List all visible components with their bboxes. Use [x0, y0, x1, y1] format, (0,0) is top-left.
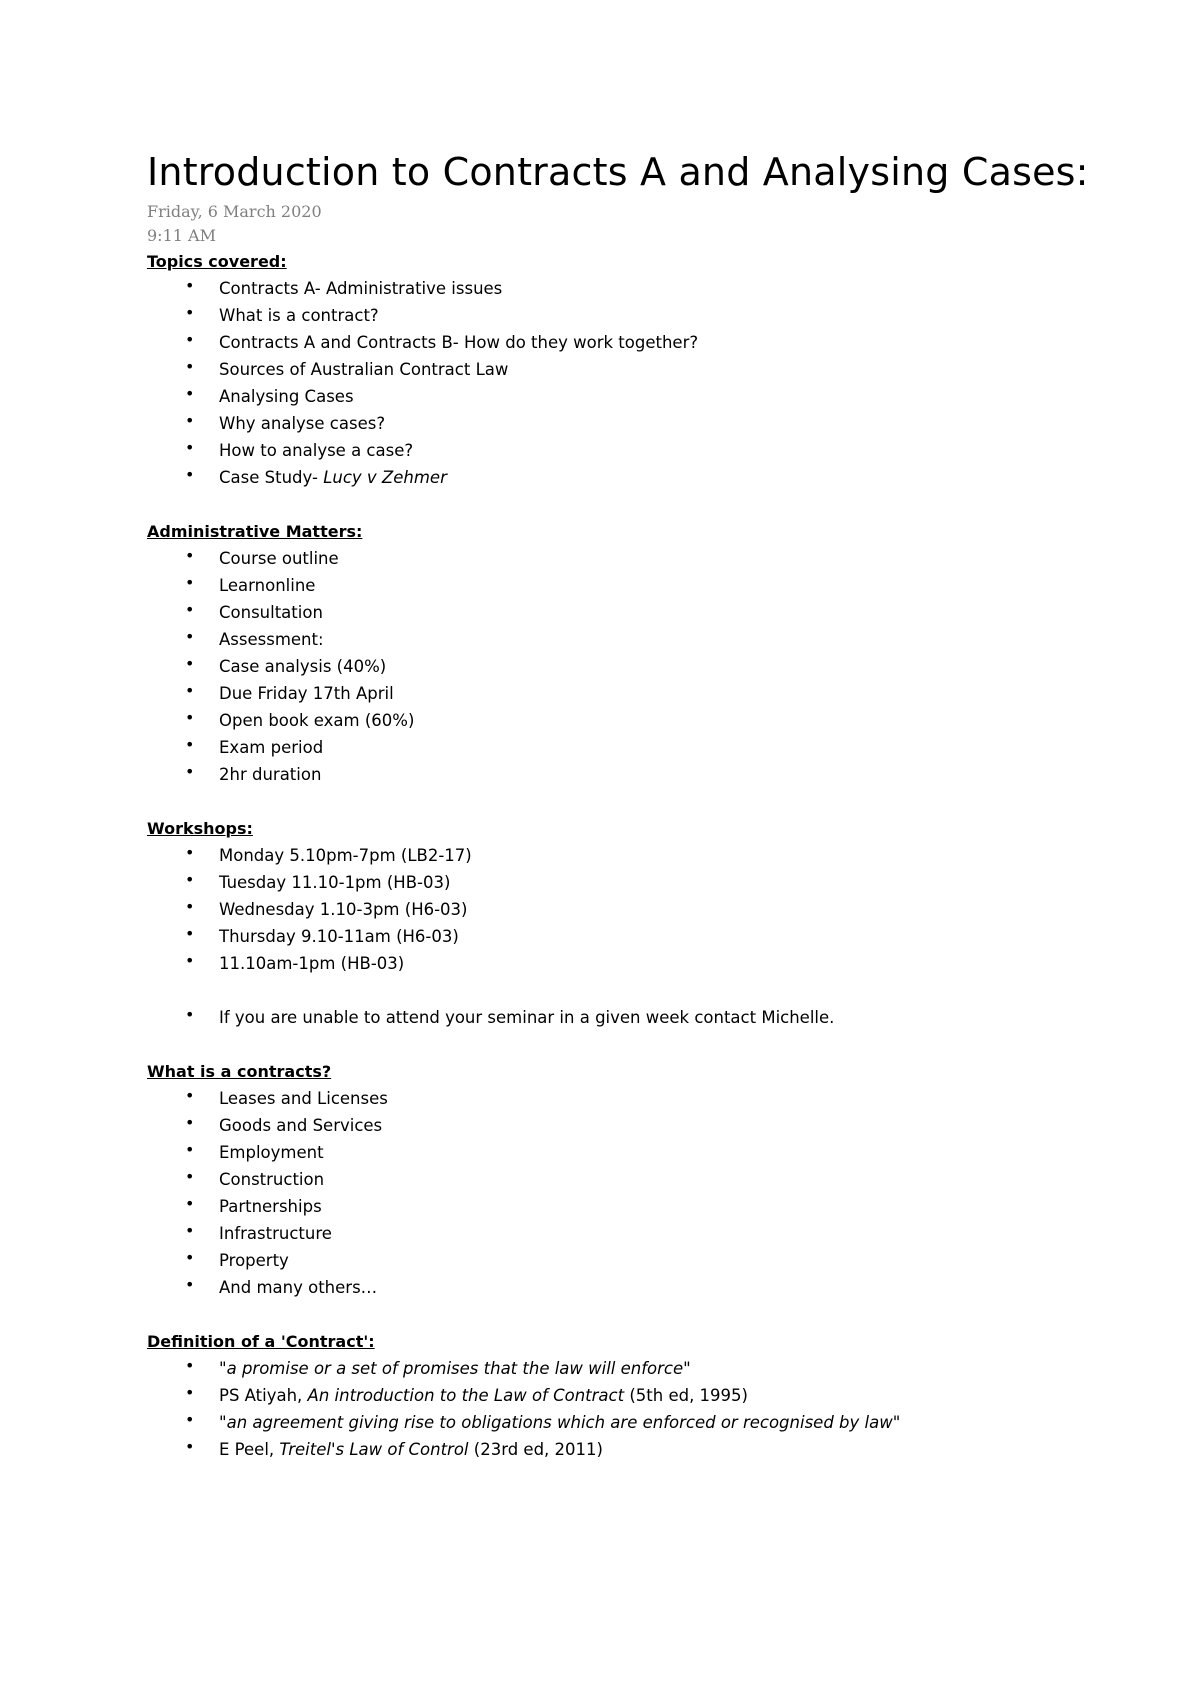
contracts-list	[147, 1085, 1107, 1301]
list-item: • Infrastructure	[185, 1221, 332, 1243]
bullet-icon: •	[185, 1383, 195, 1402]
list-item: • Goods and Services	[185, 1113, 383, 1135]
page-time: 9:11 AM	[147, 226, 216, 245]
bullet-icon: •	[185, 951, 195, 970]
list-item: • Tuesday 11.10-1pm (HB-03)	[185, 870, 451, 892]
bullet-icon: •	[185, 384, 195, 403]
bullet-icon: •	[185, 1086, 195, 1105]
admin-section	[147, 518, 1107, 788]
list-item-note: • If you are unable to attend your seminar in a given week contact Michelle.	[185, 1005, 835, 1027]
definition-section	[147, 1328, 1107, 1463]
list-item: • Employment	[185, 1140, 324, 1162]
list-item-citation: • E Peel, Treitel's Law of Control (23rd ed, 2011)	[185, 1437, 603, 1459]
bullet-icon: •	[185, 681, 195, 700]
list-item: • And many others…	[185, 1275, 378, 1297]
definition-list	[147, 1355, 1107, 1463]
bullet-icon: •	[185, 1194, 195, 1213]
list-item: • 11.10am-1pm (HB-03)	[185, 951, 405, 973]
workshops-section	[147, 815, 1107, 1031]
bullet-icon: •	[185, 465, 195, 484]
list-item: • Course outline	[185, 546, 339, 568]
bullet-icon: •	[185, 843, 195, 862]
bullet-icon: •	[185, 735, 195, 754]
bullet-icon: •	[185, 1248, 195, 1267]
list-item: • Monday 5.10pm-7pm (LB2-17)	[185, 843, 472, 865]
list-item: • Assessment:	[185, 627, 324, 649]
list-item: • Case analysis (40%)	[185, 654, 387, 676]
list-item-quote: • "an agreement giving rise to obligations which are enforced or recognised by law"	[185, 1410, 901, 1432]
list-item: • Construction	[185, 1167, 325, 1189]
list-item: • Partnerships	[185, 1194, 322, 1216]
bullet-icon: •	[185, 600, 195, 619]
list-item: • Thursday 9.10-11am (H6-03)	[185, 924, 459, 946]
bullet-icon: •	[185, 411, 195, 430]
list-item: • What is a contract?	[185, 303, 379, 325]
definition-heading: Definition of a 'Contract':	[147, 1332, 375, 1351]
bullet-icon: •	[185, 546, 195, 565]
page-meta	[147, 200, 1107, 248]
bullet-icon: •	[185, 1113, 195, 1132]
bullet-icon: •	[185, 1437, 195, 1456]
list-item: • Property	[185, 1248, 289, 1270]
contracts-section	[147, 1058, 1107, 1301]
bullet-icon: •	[185, 276, 195, 295]
bullet-icon: •	[185, 627, 195, 646]
bullet-icon: •	[185, 870, 195, 889]
list-item: • Exam period	[185, 735, 324, 757]
list-item: • Learnonline	[185, 573, 316, 595]
bullet-icon: •	[185, 897, 195, 916]
list-item: • Leases and Licenses	[185, 1086, 388, 1108]
admin-list	[147, 545, 1107, 788]
admin-heading: Administrative Matters:	[147, 522, 363, 541]
bullet-icon: •	[185, 708, 195, 727]
topics-list	[147, 275, 1107, 491]
bullet-icon: •	[185, 1167, 195, 1186]
list-item: • Analysing Cases	[185, 384, 354, 406]
list-item: • How to analyse a case?	[185, 438, 414, 460]
bullet-icon: •	[185, 357, 195, 376]
case-name: Lucy v Zehmer	[323, 468, 447, 487]
page-date: Friday, 6 March 2020	[147, 202, 322, 221]
bullet-icon: •	[185, 924, 195, 943]
topics-heading: Topics covered:	[147, 252, 287, 271]
bullet-icon: •	[185, 1356, 195, 1375]
document-page	[147, 148, 1107, 1463]
bullet-icon: •	[185, 654, 195, 673]
bullet-icon: •	[185, 1410, 195, 1429]
list-item: • Wednesday 1.10-3pm (H6-03)	[185, 897, 468, 919]
list-item: • Open book exam (60%)	[185, 708, 415, 730]
bullet-icon: •	[185, 303, 195, 322]
list-item: • 2hr duration	[185, 762, 322, 784]
workshops-note-list	[147, 1004, 1107, 1031]
workshops-heading: Workshops:	[147, 819, 253, 838]
list-item-citation: • PS Atiyah, An introduction to the Law of Contract (5th ed, 1995)	[185, 1383, 748, 1405]
list-item-quote: • "a promise or a set of promises that the law will enforce"	[185, 1356, 691, 1378]
list-item: • Consultation	[185, 600, 323, 622]
workshops-list	[147, 842, 1107, 977]
list-item: • Contracts A- Administrative issues	[185, 276, 503, 298]
topics-section	[147, 248, 1107, 491]
bullet-icon: •	[185, 573, 195, 592]
bullet-icon: •	[185, 330, 195, 349]
bullet-icon: •	[185, 438, 195, 457]
list-item: • Due Friday 17th April	[185, 681, 394, 703]
list-item-case-study: • Case Study- Lucy v Zehmer	[185, 465, 447, 487]
list-item: • Sources of Australian Contract Law	[185, 357, 509, 379]
bullet-icon: •	[185, 1275, 195, 1294]
list-item: • Contracts A and Contracts B- How do they work together?	[185, 330, 699, 352]
list-item: • Why analyse cases?	[185, 411, 386, 433]
bullet-icon: •	[185, 1140, 195, 1159]
bullet-icon: •	[185, 1221, 195, 1240]
bullet-icon: •	[185, 1005, 195, 1024]
contracts-heading: What is a contracts?	[147, 1062, 332, 1081]
bullet-icon: •	[185, 762, 195, 781]
page-title: Introduction to Contracts A and Analysing Cases:	[147, 150, 1089, 194]
